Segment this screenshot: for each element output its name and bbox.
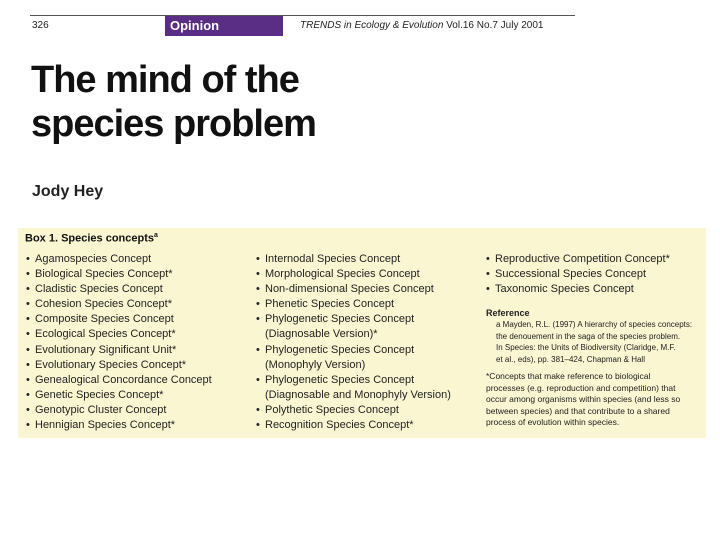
bullet-icon: •: [26, 268, 30, 281]
concept-label: Successional Species Concept: [495, 268, 647, 281]
concept-label: Genealogical Concordance Concept: [35, 373, 212, 386]
concept-label: Phylogenetic Species Concept: [265, 313, 415, 326]
bullet-icon: •: [26, 283, 30, 296]
concepts-column-1: [26, 252, 256, 433]
concept-label: Ecological Species Concept*: [35, 328, 176, 341]
bullet-icon: •: [486, 283, 490, 296]
concept-label: Internodal Species Concept: [265, 253, 401, 265]
concept-item: [256, 373, 486, 388]
concept-label: Agamospecies Concept: [35, 253, 152, 265]
concept-item: [256, 418, 486, 433]
concept-item: [26, 358, 256, 373]
concept-item: [256, 252, 486, 267]
footnote-line: processes (e.g. reproduction and competition) that: [486, 382, 676, 393]
bullet-icon: •: [256, 373, 260, 386]
header-rule: [30, 15, 575, 16]
reference-line: the denouement in the saga of the species problem.: [496, 331, 681, 341]
footnote-line: occur among organisms within species (and less so: [486, 394, 681, 405]
concept-label: Phenetic Species Concept: [265, 298, 395, 311]
concept-label: Phylogenetic Species Concept: [265, 373, 415, 386]
concept-label: Genotypic Cluster Concept: [35, 403, 167, 416]
box-title-marker: a: [154, 232, 158, 239]
concept-item: [26, 418, 256, 433]
box-title-text: Box 1. Species concepts: [25, 232, 154, 245]
concept-item: [26, 388, 256, 403]
bullet-icon: •: [256, 253, 260, 265]
bullet-icon: •: [256, 419, 260, 432]
footnote-line: *Concepts that make reference to biological: [486, 371, 651, 382]
footnote-line: process of evolution within species.: [486, 417, 620, 428]
concept-item: [486, 252, 701, 267]
bullet-icon: •: [256, 283, 260, 296]
species-concepts-box: [18, 228, 706, 438]
section-label: Opinion: [165, 16, 283, 36]
concepts-column-2: [256, 252, 486, 433]
bullet-icon: •: [26, 373, 30, 386]
bullet-icon: •: [26, 403, 30, 416]
concept-item: [26, 327, 256, 342]
concept-item: [26, 312, 256, 327]
concept-item: [256, 403, 486, 418]
bullet-icon: •: [256, 268, 260, 281]
footnote-line: between species) and that contribute to a shared: [486, 405, 670, 416]
box-title: [25, 232, 158, 245]
concept-item-continuation: (Diagnosable and Monophyly Version): [265, 388, 451, 401]
concept-item: [486, 267, 701, 282]
concept-label: Cladistic Species Concept: [35, 283, 163, 296]
concept-item: [26, 267, 256, 282]
author-name: Jody Hey: [32, 183, 104, 200]
bullet-icon: •: [256, 343, 260, 356]
concept-label: Hennigian Species Concept*: [35, 419, 176, 432]
bullet-icon: •: [26, 388, 30, 401]
reference-line: In Species: the Units of Biodiversity (Claridge, M.F.: [496, 343, 676, 353]
bullet-icon: •: [256, 298, 260, 311]
concept-item: [26, 373, 256, 388]
bullet-icon: •: [256, 313, 260, 326]
concept-item-continuation: (Monophyly Version): [265, 358, 366, 371]
concept-item: [256, 267, 486, 282]
concept-label: Reproductive Competition Concept*: [495, 253, 670, 265]
bullet-icon: •: [26, 298, 30, 311]
concept-item: [26, 343, 256, 358]
concept-item: [26, 252, 256, 267]
concept-label: Evolutionary Species Concept*: [35, 358, 187, 371]
concept-item: [26, 282, 256, 297]
bullet-icon: •: [26, 419, 30, 432]
bullet-icon: •: [486, 268, 490, 281]
title-line-1: The mind of the: [31, 59, 299, 101]
title-line-2: species problem: [31, 103, 316, 145]
bullet-icon: •: [26, 313, 30, 326]
article-title: [31, 58, 431, 146]
page-number: 326: [32, 20, 49, 31]
concept-label: Taxonomic Species Concept: [495, 283, 634, 296]
concept-label: Morphological Species Concept: [265, 268, 420, 281]
bullet-icon: •: [26, 253, 30, 265]
journal-volume: Vol.16 No.7 July 2001: [446, 20, 544, 31]
concept-item: [26, 297, 256, 312]
concept-label: Polythetic Species Concept: [265, 403, 399, 416]
concept-item: [486, 282, 701, 297]
bullet-icon: •: [26, 328, 30, 341]
concept-label: Composite Species Concept: [35, 313, 174, 326]
journal-citation: [300, 20, 543, 31]
reference-heading: Reference: [486, 308, 530, 319]
concept-item: [256, 282, 486, 297]
concept-item: [26, 403, 256, 418]
reference-line: a Mayden, R.L. (1997) A hierarchy of species concepts:: [496, 320, 693, 330]
concept-label: Biological Species Concept*: [35, 268, 173, 281]
concept-label: Cohesion Species Concept*: [35, 298, 172, 311]
concept-label: Recognition Species Concept*: [265, 419, 414, 432]
reference-line: et al., eds), pp. 381–424, Chapman & Hall: [496, 354, 645, 364]
bullet-icon: •: [26, 343, 30, 356]
concept-label: Evolutionary Significant Unit*: [35, 343, 177, 356]
bullet-icon: •: [486, 253, 490, 265]
journal-name: TRENDS in Ecology & Evolution: [300, 20, 444, 31]
concept-label: Genetic Species Concept*: [35, 388, 164, 401]
concept-item-continuation: (Diagnosable Version)*: [265, 328, 378, 341]
concept-item: [256, 297, 486, 312]
concepts-column-3: [486, 252, 701, 429]
concept-label: Phylogenetic Species Concept: [265, 343, 415, 356]
concept-item: [256, 343, 486, 358]
footnote: [486, 371, 701, 429]
bullet-icon: •: [26, 358, 30, 371]
bullet-icon: •: [256, 403, 260, 416]
concept-label: Non-dimensional Species Concept: [265, 283, 434, 296]
concept-item: [256, 312, 486, 327]
